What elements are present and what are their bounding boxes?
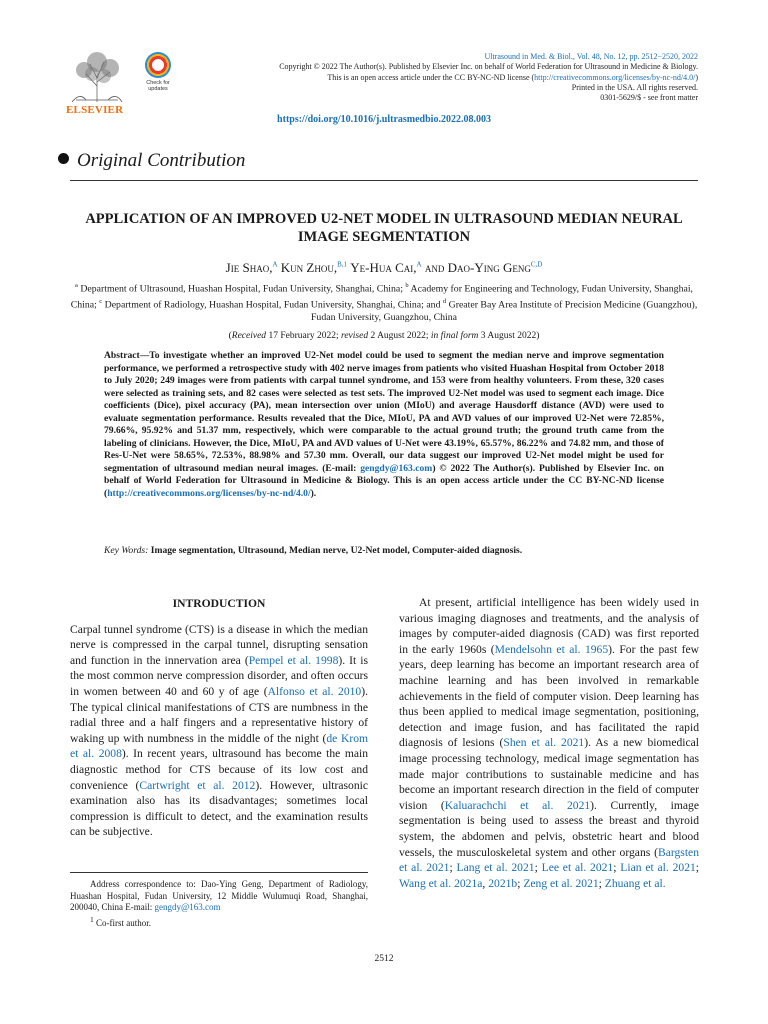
bullet-icon	[58, 153, 69, 164]
right-column	[399, 595, 699, 891]
citation-link[interactable]: Zeng et al. 2021	[523, 876, 599, 890]
check-for-updates-badge[interactable]	[140, 52, 176, 92]
footnote-divider	[70, 872, 368, 873]
correspondence-footnote: Address correspondence to: Dao-Ying Geng, Department of Radiology, Huashan Hospital, Fudan University, 12 Middle Wulumuqi Road, Shanghai, 200040, China E-mail: gengdy@163.com	[70, 879, 368, 912]
author-affil-mark[interactable]: B,1	[337, 260, 348, 269]
author-name: Ye-Hua Cai,	[350, 260, 417, 275]
license-line: This is an open access article under the CC BY-NC-ND license (http://creativecommons.org/licenses/by-nc-nd/4.0/)	[327, 72, 698, 82]
printed-line: Printed in the USA. All rights reserved.	[571, 82, 698, 92]
journal-meta	[178, 52, 698, 103]
author-affil-mark[interactable]: A	[272, 260, 278, 269]
license-link[interactable]: http://creativecommons.org/licenses/by-nc-nd/4.0/	[534, 72, 696, 82]
author-affil-mark[interactable]: C,D	[530, 260, 543, 269]
issn-line: 0301-5629/$ - see front matter	[600, 93, 698, 103]
copyright-line: Copyright © 2022 The Author(s). Published by Elsevier Inc. on behalf of World Federation for Ultrasound in Medicine & Biology.	[279, 62, 698, 72]
citation-link[interactable]: Mendelsohn et al. 1965	[494, 642, 609, 656]
citation-link[interactable]: Wang et al. 2021a	[399, 876, 483, 890]
footnotes	[70, 879, 368, 929]
citation-link[interactable]: Zhuang et al.	[604, 876, 666, 890]
cofirst-footnote: $^1$ Co-first author.	[90, 914, 151, 928]
doi-link[interactable]: https://doi.org/10.1016/j.ultrasmedbio.2022.08.003	[277, 114, 491, 125]
section-heading-introduction: INTRODUCTION	[172, 597, 266, 610]
intro-paragraph-1: Carpal tunnel syndrome (CTS) is a disease in which the median nerve is compressed in the carpal tunnel, disrupting sensation and function in the innervation area (Pempel et al. 1998). It is the most common nerve compression disorder, and often occurs in women between 40 and 60 y of age (Alfonso et al. 2010). The typical clinical manifestations of CTS are numbness in the radial three and a half fingers and a representative history of waking up with numbness in the middle of the night (de Krom et al. 2008). In recent years, ultrasound has become the main diagnostic method for CTS because of its low cost and convenience (Cartwright et al. 2012). However, ultrasonic examination also has its disadvantages; sometimes local compression is difficult to detect, and the examination results can be subjective.	[70, 622, 369, 839]
page-number: 2512	[374, 954, 394, 964]
citation-link[interactable]: Lang et al. 2021	[456, 861, 535, 875]
intro-paragraph-2: At present, artificial intelligence has been widely used in various imaging diagnoses and treatments, and the analysis of images by computer-aided diagnosis (CAD) was first reported in the early 1960s (Mendelsohn et al. 1965). For the past few years, deep learning has become an important research area of machine learning and has been involved in remarkable achievements in the field of computer vision. Deep learning has thus been applied to medical image segmentation, positioning, detection and image fusion, and has facilitated the rapid diagnosis of lesions (Shen et al. 2021). As a new biomedical image processing technology, medical image segmentation has made major contributions to sustainable medicine and has become an important research direction in the field of computer vision (Kaluarachchi et al. 2021). Currently, image segmentation is being used to assess the breast and thyroid system, the abdomen and pelvis, obstetric heart and blood vessels, the musculoskeletal system and other organs (Bargsten et al. 2021; Lang et al. 2021; Lee et al. 2021; Lian et al. 2021; Wang et al. 2021a, 2021b; Zeng et al. 2021; Zhuang et al.	[399, 596, 700, 890]
header-divider	[70, 180, 698, 181]
publisher-name: ELSEVIER	[66, 104, 124, 116]
abstract: Abstract—To investigate whether an improved U2-Net model could be used to segment the median nerve and improve segmentation performance, we performed a retrospective study with 402 nerve images from patients who visited Huashan Hospital from October 2018 to July 2020; 249 images were from patients with carpal tunnel syndrome, and 153 were from healthy volunteers. From these, 320 cases were selected as training sets, and 82 cases were selected as test sets. The improved U2-Net model was used to segment each image. Dice coefficients (Dice), pixel accuracy (PA), mean intersection over union (MIoU) and average Hausdorff distance (AVD) were used to evaluate segmentation performance. Results revealed that the Dice, MIoU, PA and AVD values of our improved U2-Net were 72.85%, 79.66%, 95.92% and 51.37 mm, respectively, which were comparable to the actual ground truth; the ground truth came from the labeling of clinicians. However, the Dice, MIoU, PA and AVD values of U-Net were 43.19%, 65.57%, 86.22% and 74.82 mm, and those of Res-U-Net were 58.65%, 72.53%, 88.98% and 57.30 mm. Overall, our data suggest our improved U2-Net model might be used for segmentation of ultrasound median neural images. (E-mail: gengdy@163.com) © 2022 The Author(s). Published by Elsevier Inc. on behalf of World Federation for Ultrasound in Medicine & Biology. This is an open access article under the CC BY-NC-ND license (http://creativecommons.org/licenses/by-nc-nd/4.0/).	[104, 350, 664, 499]
citation-link[interactable]: Bargsten et al. 2021	[399, 845, 699, 875]
footnote-email-link[interactable]: gengdy@163.com	[154, 902, 221, 912]
author-affil-mark[interactable]: A	[416, 260, 422, 269]
journal-citation[interactable]: Ultrasound in Med. & Biol., Vol. 48, No. 12, pp. 2512−2520, 2022	[484, 52, 698, 61]
author-name: and Dao-Ying Geng	[424, 260, 531, 275]
citation-link[interactable]: Alfonso et al. 2010	[267, 684, 362, 698]
check-updates-icon	[145, 52, 171, 78]
abstract-email-link[interactable]: gengdy@163.com	[360, 462, 433, 474]
author-name: Kun Zhou,	[280, 260, 338, 275]
received-dates: (Received 17 February 2022; revised 2 August 2022; in final form 3 August 2022)	[228, 331, 540, 341]
keywords: Key Words: Image segmentation, Ultrasound, Median nerve, U2-Net model, Computer-aided diagnosis.	[104, 545, 523, 556]
citation-link[interactable]: Shen et al. 2021	[503, 736, 585, 750]
citation-link[interactable]: Kaluarachchi et al. 2021	[444, 798, 591, 812]
author-name: Jie Shao,	[225, 260, 273, 275]
citation-link[interactable]: Pempel et al. 1998	[248, 653, 339, 667]
author-list	[80, 260, 688, 276]
citation-link[interactable]: Cartwright et al. 2012	[139, 778, 256, 792]
citation-link[interactable]: Lian et al. 2021	[620, 861, 696, 875]
check-updates-label: Check for updates	[146, 80, 170, 92]
article-type: Original Contribution	[58, 150, 245, 172]
article-title: APPLICATION OF AN IMPROVED U2-NET MODEL IN ULTRASOUND MEDIAN NEURAL IMAGE SEGMENTATION	[85, 211, 683, 245]
abstract-license-link[interactable]: http://creativecommons.org/licenses/by-nc-nd/4.0/	[107, 487, 311, 499]
left-column	[70, 597, 369, 840]
citation-link[interactable]: de Krom et al. 2008	[70, 731, 369, 761]
citation-link[interactable]: 2021b	[488, 876, 518, 890]
citation-link[interactable]: Lee et al. 2021	[541, 861, 614, 875]
affiliations: $^a$ Department of Ultrasound, Huashan Hospital, Fudan University, Shanghai, China; $^b$ Academy for Engineering and Technology, Fudan University, Shanghai, China; $^c$ Department of Radiology, Huashan Hospital, Fudan University, Shanghai, China; and $^d$ Greater Bay Area Institute of Precision Medicine (Guangzhou), Fudan University, Guangzhou, China	[70, 282, 698, 324]
